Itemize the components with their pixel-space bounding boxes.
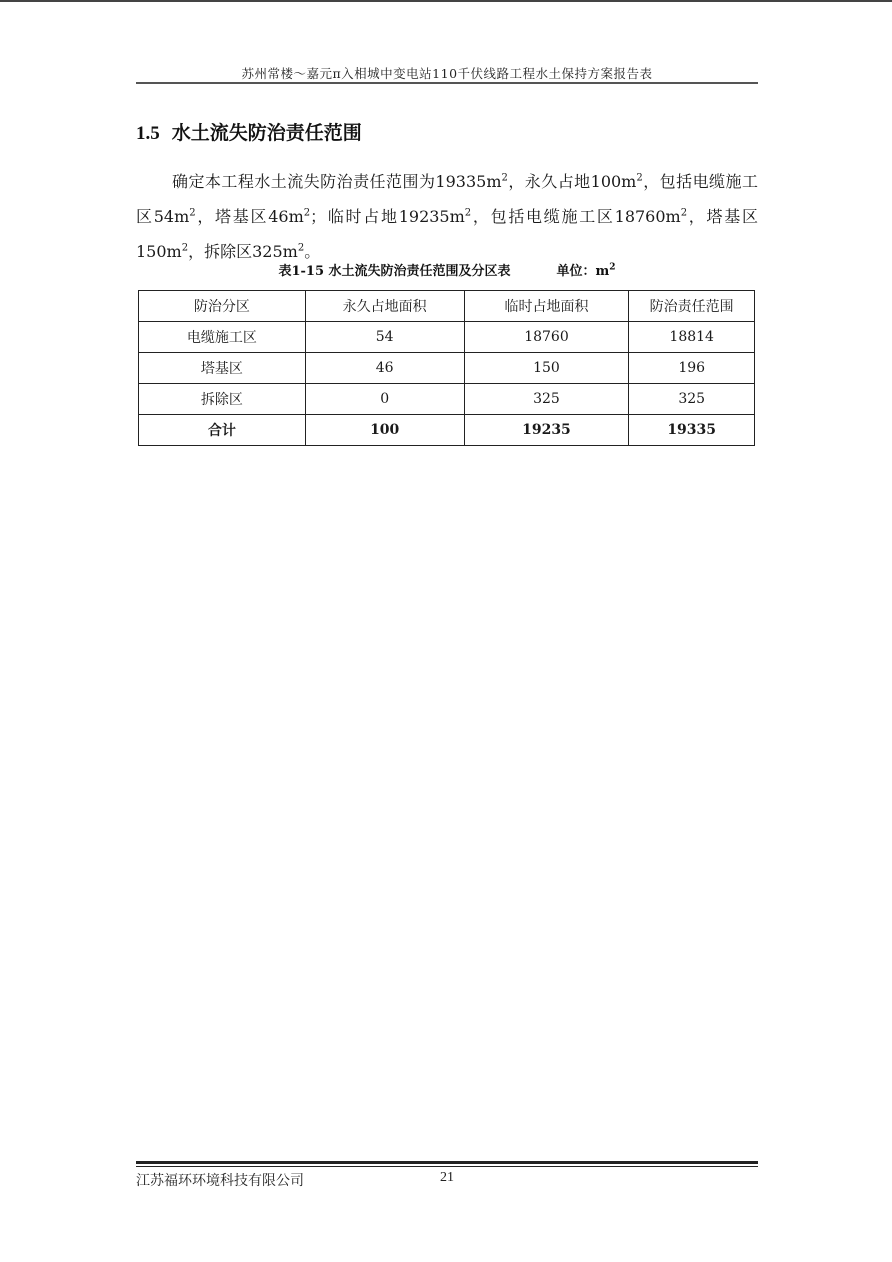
header-temporary-area: 临时占地面积: [464, 291, 629, 322]
para-text: 确定本工程水土流失防治责任范围为19335m: [172, 172, 502, 191]
total-temporary: 19235: [464, 415, 629, 446]
table-cell: 325: [464, 384, 629, 415]
para-text: ，塔基区150m: [136, 207, 758, 261]
header-responsibility-range: 防治责任范围: [629, 291, 755, 322]
superscript: 2: [501, 172, 508, 184]
running-header: 苏州常楼～嘉元π入相城中变电站110千伏线路工程水土保持方案报告表: [241, 66, 653, 81]
superscript: 2: [464, 207, 472, 219]
para-text: ，拆除区325m: [188, 242, 298, 261]
header-zone: 防治分区: [139, 291, 306, 322]
para-text: ；临时占地19235m: [310, 207, 465, 226]
para-text: 。: [304, 242, 321, 261]
section-heading: [136, 118, 362, 145]
body-paragraph: [136, 164, 758, 269]
section-title: 水土流失防治责任范围: [171, 122, 362, 144]
table-unit: [557, 264, 616, 279]
table-cell: 18814: [629, 322, 755, 353]
table-cell: 塔基区: [139, 353, 306, 384]
total-label: 合计: [139, 415, 306, 446]
table-caption: [136, 260, 758, 279]
table-cell: 拆除区: [139, 384, 306, 415]
table-cell: 电缆施工区: [139, 322, 306, 353]
table-cell: 0: [305, 384, 464, 415]
superscript: 2: [636, 172, 643, 184]
para-text: ，包括电缆施工区18760m: [471, 207, 681, 226]
unit-superscript: 2: [609, 262, 616, 273]
superscript: 2: [680, 207, 688, 219]
page-number: 21: [440, 1170, 454, 1185]
table-caption-title: 表1-15 水土流失防治责任范围及分区表: [278, 264, 511, 279]
total-permanent: 100: [305, 415, 464, 446]
table-row: [139, 322, 755, 353]
table-cell: 196: [629, 353, 755, 384]
table-cell: 325: [629, 384, 755, 415]
superscript: 2: [303, 207, 311, 219]
table-header-row: [139, 291, 755, 322]
table-cell: 18760: [464, 322, 629, 353]
table-row: [139, 384, 755, 415]
responsibility-area-table: [138, 290, 755, 446]
page-top-border: [0, 0, 892, 2]
para-text: ，塔基区46m: [195, 207, 304, 226]
table-cell: 46: [305, 353, 464, 384]
footer-rule-thin: [136, 1166, 758, 1167]
superscript: 2: [297, 242, 305, 254]
superscript: 2: [189, 207, 196, 219]
superscript: 2: [181, 242, 189, 254]
table-cell: 54: [305, 322, 464, 353]
footer-rule: [136, 1161, 758, 1164]
header-rule: [136, 82, 758, 84]
section-number: 1.5: [136, 123, 160, 144]
table-cell: 150: [464, 353, 629, 384]
header-permanent-area: 永久占地面积: [305, 291, 464, 322]
unit-text: 单位：m: [556, 264, 610, 279]
para-text: ，永久占地100m: [507, 172, 637, 191]
para-text: ，包括电缆施工区54m: [136, 172, 758, 226]
total-responsibility: 19335: [629, 415, 755, 446]
table-total-row: [139, 415, 755, 446]
footer-company: 江苏福环环境科技有限公司: [136, 1173, 304, 1189]
table-row: [139, 353, 755, 384]
